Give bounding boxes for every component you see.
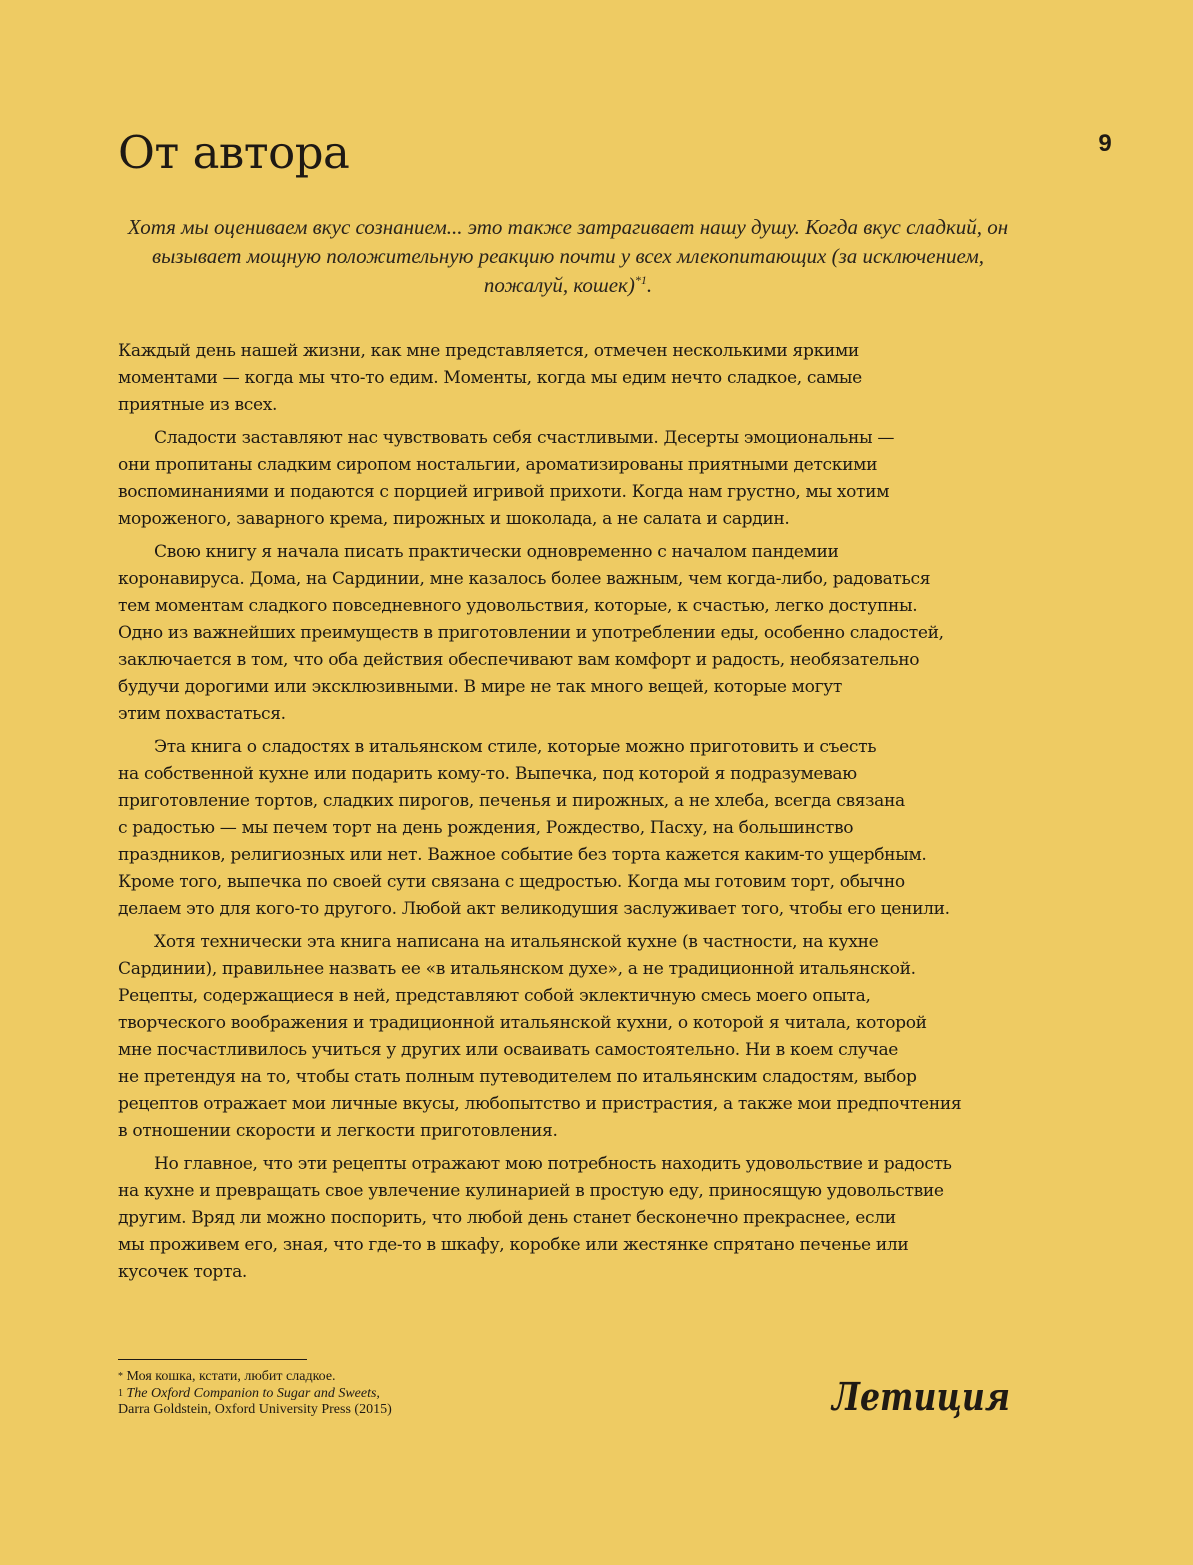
epigraph-note-marks: *1 [634, 273, 647, 287]
paragraph: Свою книгу я начала писать практически одновременно с началом пандемии коронавируса. Дома, на Сардинии, мне казалось более важным, чем когда-либо, радоваться тем моментам сладкого повседневного удовольствия, которые, к счастью, легко доступны. Одно из важнейших преимуществ в приготовлении и употреблении еды, особенно сладостей, заключается в том, что оба действия обеспечивают вам комфорт и радость, необязательно будучи дорогими или эксклюзивными. В мире не так много вещей, которые могут этим похвастаться. [118, 542, 944, 724]
page-number: 9 [1098, 130, 1112, 157]
epigraph-text: Хотя мы оцениваем вкус сознанием... это также затрагивает нашу душу. Когда вкус сладкий, он вызывает мощную положительную реакцию почти у всех млекопитающих (за исключением, пожалуй, кошек) [127, 215, 1009, 297]
paragraph: Но главное, что эти рецепты отражают мою потребность находить удовольствие и радость на кухне и превращать свое увлечение кулинарией в простую еду, приносящую удовольствие другим. Вряд ли можно поспорить, что любой день станет бесконечно прекраснее, если мы проживем его, зная, что где-то в шкафу, коробке или жестянке спрятано печенье или кусочек торта. [118, 1154, 952, 1282]
footnote-book-title: The Oxford Companion to Sugar and Sweets, [126, 1385, 380, 1401]
footnote-publisher-line: Darra Goldstein, Oxford University Press (2015) [118, 1402, 392, 1417]
paragraph: Каждый день нашей жизни, как мне представляется, отмечен несколькими яркими моментами — когда мы что-то едим. Моменты, когда мы едим нечто сладкое, самые приятные из всех. [118, 341, 862, 415]
paragraph: Хотя технически эта книга написана на итальянской кухне (в частности, на кухне Сардинии), правильнее назвать ее «в итальянском духе», а не традиционной итальянской. Рецепты, содержащиеся в ней, представляют собой эклектичную смесь моего опыта, творческого воображения и традиционной итальянской кухни, о которой я читала, которой мне посчастливилось учиться у других или осваивать самостоятельно. Ни в коем случае не претендуя на то, чтобы стать полным путеводителем по итальянским сладостям, выбор рецептов отражает мои личные вкусы, любопытство и пристрастия, а также мои предпочтения в отношении скорости и легкости приготовления. [118, 932, 962, 1141]
footnote-mark: 1 [118, 1387, 123, 1399]
epigraph-end: . [646, 273, 653, 297]
body-text [118, 338, 1028, 1292]
publisher-logo [828, 1368, 1018, 1430]
footnote-cat [118, 1369, 538, 1386]
footnote-text: Моя кошка, кстати, любит сладкое. [126, 1369, 336, 1384]
epigraph [118, 213, 1018, 300]
footnotes [118, 1369, 538, 1419]
page-title: От автора [118, 126, 350, 179]
paragraph: Сладости заставляют нас чувствовать себя счастливыми. Десерты эмоциональны — они пропитаны сладким сиропом ностальгии, ароматизированы приятными детскими воспоминаниями и подаются с порцией игривой прихоти. Когда нам грустно, мы хотим мороженого, заварного крема, пирожных и шоколада, а не салата и сардин. [118, 428, 895, 529]
footnote-divider [118, 1359, 307, 1360]
publisher-logo-text: Летиция [830, 1374, 1010, 1419]
footnote-mark: * [118, 1371, 123, 1382]
paragraph: Эта книга о сладостях в итальянском стиле, которые можно приготовить и съесть на собственной кухне или подарить кому-то. Выпечка, под которой я подразумеваю приготовление тортов, сладких пирогов, печенья и пирожных, а не хлеба, всегда связана с радостью — мы печем торт на день рождения, Рождество, Пасху, на большинство праздников, религиозных или нет. Важное событие без торта кажется каким-то ущербным. Кроме того, выпечка по своей сути связана с щедростью. Когда мы готовим торт, обычно делаем это для кого-то другого. Любой акт великодушия заслуживает того, чтобы его ценили. [118, 737, 950, 919]
footnote-source [118, 1386, 538, 1403]
